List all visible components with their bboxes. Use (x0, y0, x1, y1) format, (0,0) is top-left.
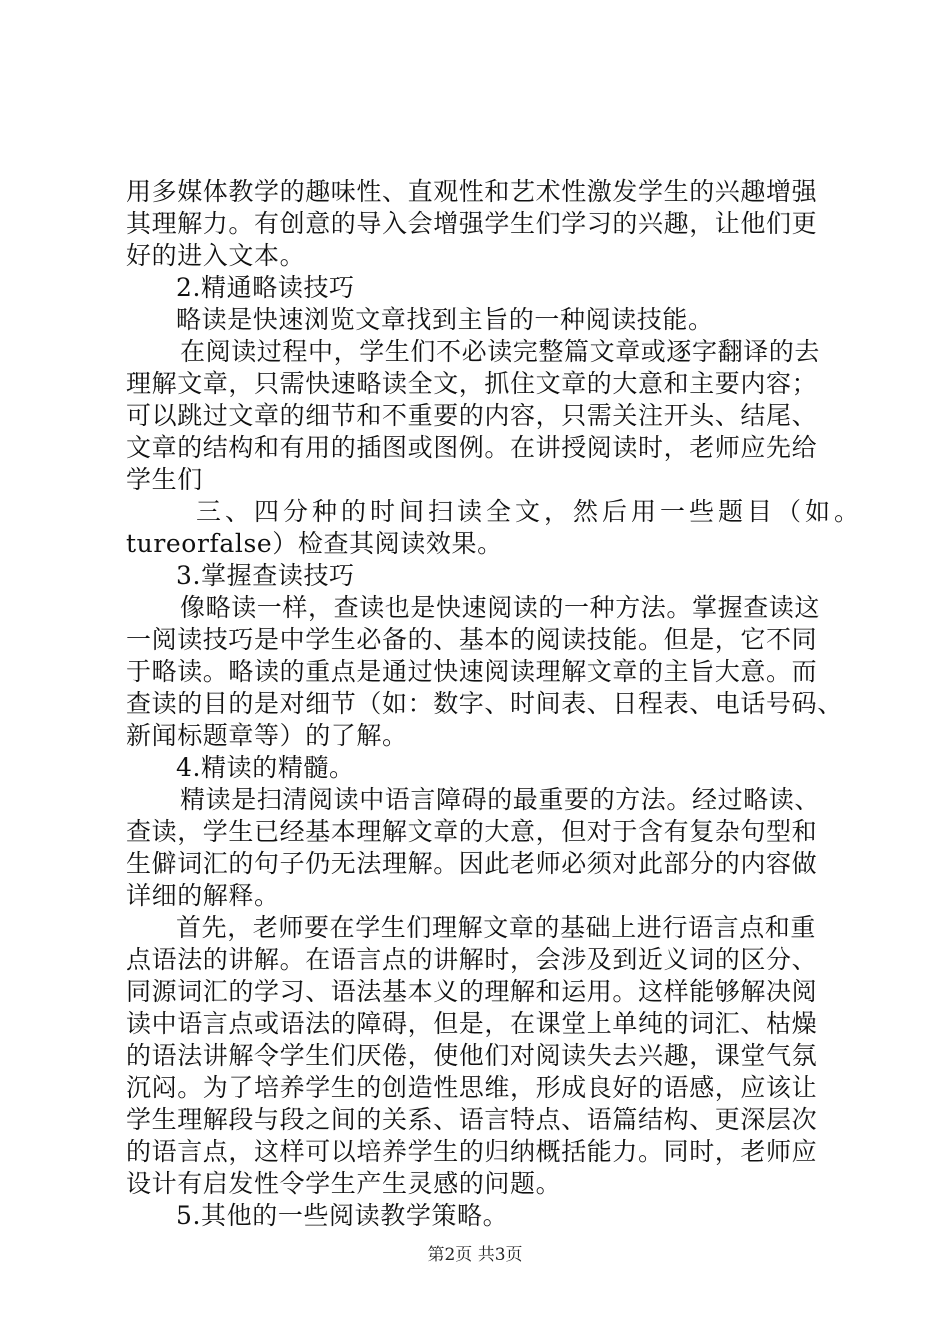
text-line: 首先，老师要在学生们理解文章的基础上进行语言点和重 (176, 913, 817, 942)
text-line: 设计有启发性令学生产生灵感的问题。 (126, 1169, 562, 1198)
page-footer: 第2页 共3页 (427, 1245, 523, 1265)
text-line: 用多媒体教学的趣味性、直观性和艺术性激发学生的兴趣增强 (126, 177, 818, 206)
text-line: 详细的解释。 (126, 881, 280, 910)
text-line: 三、四分种的时间扫读全文，然后用一些题目（如。 (196, 497, 864, 526)
text-line: 可以跳过文章的细节和不重要的内容，只需关注开头、结尾、 (126, 401, 818, 430)
text-line: 点语法的讲解。在语言点的讲解时，会涉及到近义词的区分、 (126, 945, 818, 974)
text-line: 在阅读过程中，学生们不必读完整篇文章或逐字翻译的去 (180, 337, 821, 366)
text-line: 像略读一样，查读也是快速阅读的一种方法。掌握查读这 (180, 593, 821, 622)
text-line: 新闻标题章等）的了解。 (126, 721, 408, 750)
text-line: 一阅读技巧是中学生必备的、基本的阅读技能。但是，它不同 (126, 625, 818, 654)
section-heading: 4.精读的精髓。 (176, 753, 355, 782)
text-line: 于略读。略读的重点是通过快速阅读理解文章的主旨大意。而 (126, 657, 818, 686)
text-line: 略读是快速浏览文章找到主旨的一种阅读技能。 (176, 305, 714, 334)
text-line: 精读是扫清阅读中语言障碍的最重要的方法。经过略读、 (180, 785, 821, 814)
text-line: 查读的目的是对细节（如：数字、时间表、日程表、电话号码、 (126, 689, 843, 718)
text-line: 沉闷。为了培养学生的创造性思维，形成良好的语感，应该让 (126, 1073, 818, 1102)
text-line: 文章的结构和有用的插图或图例。在讲授阅读时，老师应先给 (126, 433, 818, 462)
text-line: 理解文章，只需快速略读全文，抓住文章的大意和主要内容； (126, 369, 818, 398)
text-line: tureorfalse）检查其阅读效果。 (126, 529, 503, 558)
text-line: 学生们 (126, 465, 203, 494)
text-line: 读中语言点或语法的障碍，但是，在课堂上单纯的词汇、枯燥 (126, 1009, 818, 1038)
text-line: 学生理解段与段之间的关系、语言特点、语篇结构、更深层次 (126, 1105, 818, 1134)
text-line: 好的进入文本。 (126, 241, 306, 270)
section-heading: 3.掌握查读技巧 (176, 561, 355, 590)
text-line: 的语言点，这样可以培养学生的归纳概括能力。同时，老师应 (126, 1137, 818, 1166)
text-line: 同源词汇的学习、语法基本义的理解和运用。这样能够解决阅 (126, 977, 818, 1006)
section-heading: 5.其他的一些阅读教学策略。 (176, 1201, 509, 1230)
text-line: 查读，学生已经基本理解文章的大意，但对于含有复杂句型和 (126, 817, 818, 846)
text-line: 其理解力。有创意的导入会增强学生们学习的兴趣，让他们更 (126, 209, 818, 238)
text-line: 生僻词汇的句子仍无法理解。因此老师必须对此部分的内容做 (126, 849, 818, 878)
text-line: 的语法讲解令学生们厌倦，使他们对阅读失去兴趣，课堂气氛 (126, 1041, 818, 1070)
section-heading: 2.精通略读技巧 (176, 273, 355, 302)
